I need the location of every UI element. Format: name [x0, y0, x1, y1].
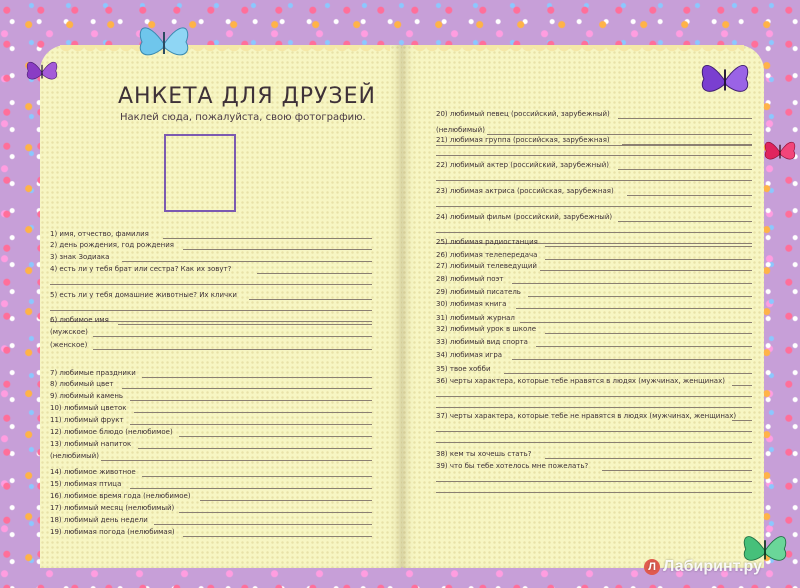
right-answer-line[interactable]	[436, 155, 752, 156]
left-question-label: (женское)	[50, 341, 88, 349]
right-answer-line[interactable]	[516, 308, 752, 309]
right-answer-line[interactable]	[487, 134, 752, 135]
right-answer-line[interactable]	[436, 492, 752, 493]
left-answer-line[interactable]	[118, 324, 373, 325]
left-answer-line[interactable]	[249, 299, 372, 300]
right-answer-line[interactable]	[520, 322, 752, 323]
right-answer-line[interactable]	[545, 458, 753, 459]
right-question-label: 22) любимый актер (российский, зарубежный)	[436, 161, 610, 169]
left-answer-line[interactable]	[179, 512, 372, 513]
left-question-label: 3) знак Зодиака	[50, 253, 110, 261]
left-question-label: 10) любимый цветок	[50, 404, 127, 412]
butterfly-icon	[698, 56, 752, 102]
left-question-label: 13) любимый напиток	[50, 440, 132, 448]
right-question-label: 23) любимая актриса (российская, зарубежная)	[436, 187, 614, 195]
right-answer-line[interactable]	[618, 169, 752, 170]
left-question-label: (нелюбимый)	[50, 452, 99, 460]
right-question-label: 24) любимый фильм (российский, зарубежный)	[436, 213, 613, 221]
butterfly-icon	[762, 136, 798, 166]
right-question-label: 37) черты характера, которые тебе не нравятся в людях (мужчинах, женщинах)	[436, 412, 737, 420]
left-question-label: 5) есть ли у тебя домашние животные? Их клички	[50, 291, 237, 299]
right-answer-line[interactable]	[436, 481, 752, 482]
left-answer-line[interactable]	[200, 500, 373, 501]
left-answer-line[interactable]	[154, 524, 372, 525]
right-question-label: 21) любимая группа (российская, зарубежная)	[436, 136, 610, 144]
left-question-label: 14) любимое животное	[50, 468, 136, 476]
left-page	[40, 45, 402, 568]
left-question-label: (мужское)	[50, 328, 88, 336]
right-question-label: 38) кем ты хочешь стать?	[436, 450, 532, 458]
right-answer-line[interactable]	[436, 407, 752, 408]
left-answer-line[interactable]	[122, 388, 372, 389]
right-answer-line[interactable]	[528, 296, 752, 297]
left-question-label: 4) есть ли у тебя брат или сестра? Как их зовут?	[50, 265, 232, 273]
right-answer-line[interactable]	[436, 145, 752, 146]
left-question-label: 19) любимая погода (нелюбимая)	[50, 528, 175, 536]
left-answer-line[interactable]	[183, 249, 372, 250]
right-question-label: 29) любимый писатель	[436, 288, 521, 296]
right-question-label: 35) твое хобби	[436, 365, 491, 373]
right-answer-line[interactable]	[512, 283, 752, 284]
left-question-label: 12) любимое блюдо (нелюбимое)	[50, 428, 173, 436]
left-question-label: 16) любимое время года (нелюбимое)	[50, 492, 191, 500]
right-question-label: 25) любимая радиостанция	[436, 238, 538, 246]
left-answer-line[interactable]	[101, 460, 372, 461]
photo-instruction: Наклей сюда, пожалуйста, свою фотографию.	[120, 112, 366, 123]
right-answer-line[interactable]	[545, 246, 753, 247]
left-question-label: 6) любимое имя	[50, 316, 109, 324]
right-answer-line[interactable]	[618, 221, 752, 222]
right-answer-line[interactable]	[732, 385, 752, 386]
right-answer-line[interactable]	[602, 470, 752, 471]
right-question-label: 28) любимый поэт	[436, 275, 504, 283]
right-answer-line[interactable]	[536, 346, 752, 347]
left-answer-line[interactable]	[142, 476, 372, 477]
page-title: АНКЕТА ДЛЯ ДРУЗЕЙ	[118, 84, 376, 109]
right-answer-line[interactable]	[436, 396, 752, 397]
right-answer-line[interactable]	[436, 431, 752, 432]
right-question-label: 32) любимый урок в школе	[436, 325, 537, 333]
scallop-edge-top-right	[414, 45, 744, 57]
right-answer-line[interactable]	[545, 333, 753, 334]
butterfly-icon	[136, 18, 192, 66]
left-answer-line[interactable]	[130, 424, 372, 425]
right-answer-line[interactable]	[545, 259, 753, 260]
left-answer-line[interactable]	[50, 310, 372, 311]
left-answer-line[interactable]	[93, 336, 372, 337]
left-question-label: 7) любимые праздники	[50, 369, 136, 377]
right-answer-line[interactable]	[627, 195, 753, 196]
right-question-label: 33) любимый вид спорта	[436, 338, 528, 346]
left-question-label: 15) любимая птица	[50, 480, 122, 488]
left-answer-line[interactable]	[130, 400, 372, 401]
right-question-label: 34) любимая игра	[436, 351, 503, 359]
left-answer-line[interactable]	[183, 536, 372, 537]
left-answer-line[interactable]	[134, 412, 372, 413]
photo-placeholder[interactable]	[164, 134, 236, 212]
labirint-logo-icon: Л	[644, 559, 660, 575]
left-question-label: 17) любимый месяц (нелюбимый)	[50, 504, 175, 512]
butterfly-icon	[24, 56, 60, 86]
left-question-label: 2) день рождения, год рождения	[50, 241, 174, 249]
right-answer-line[interactable]	[436, 232, 752, 233]
left-answer-line[interactable]	[163, 238, 372, 239]
right-answer-line[interactable]	[732, 420, 752, 421]
right-answer-line[interactable]	[512, 359, 752, 360]
left-answer-line[interactable]	[122, 261, 372, 262]
right-question-label: 39) что бы тебе хотелось мне пожелать?	[436, 462, 589, 470]
left-answer-line[interactable]	[138, 448, 372, 449]
right-question-label: 31) любимый журнал	[436, 314, 515, 322]
left-question-label: 9) любимый камень	[50, 392, 124, 400]
left-answer-line[interactable]	[93, 349, 372, 350]
left-question-label: 11) любимый фрукт	[50, 416, 124, 424]
left-answer-line[interactable]	[142, 377, 372, 378]
left-answer-line[interactable]	[130, 488, 372, 489]
right-answer-line[interactable]	[436, 180, 752, 181]
watermark-text: Лабиринт.ру	[663, 558, 762, 575]
right-answer-line[interactable]	[436, 442, 752, 443]
right-question-label: 26) любимая телепередача	[436, 251, 538, 259]
scallop-edge-top-left	[60, 45, 390, 57]
right-question-label: 20) любимый певец (российский, зарубежный)	[436, 110, 610, 118]
left-answer-line[interactable]	[50, 284, 372, 285]
watermark	[644, 558, 762, 576]
right-question-label: 36) черты характера, которые тебе нравятся в людях (мужчинах, женщинах)	[436, 377, 725, 385]
left-answer-line[interactable]	[179, 436, 372, 437]
right-answer-line[interactable]	[618, 118, 752, 119]
right-answer-line[interactable]	[622, 144, 752, 145]
left-question-label: 1) имя, отчество, фамилия	[50, 230, 149, 238]
right-answer-line[interactable]	[504, 373, 753, 374]
right-question-label: 27) любимый телеведущий	[436, 262, 537, 270]
right-answer-line[interactable]	[436, 206, 752, 207]
left-question-label: 18) любимый день недели	[50, 516, 148, 524]
right-question-label: (нелюбимый)	[436, 126, 485, 134]
left-answer-line[interactable]	[257, 273, 372, 274]
right-answer-line[interactable]	[540, 270, 752, 271]
left-question-label: 8) любимый цвет	[50, 380, 114, 388]
right-question-label: 30) любимая книга	[436, 300, 507, 308]
